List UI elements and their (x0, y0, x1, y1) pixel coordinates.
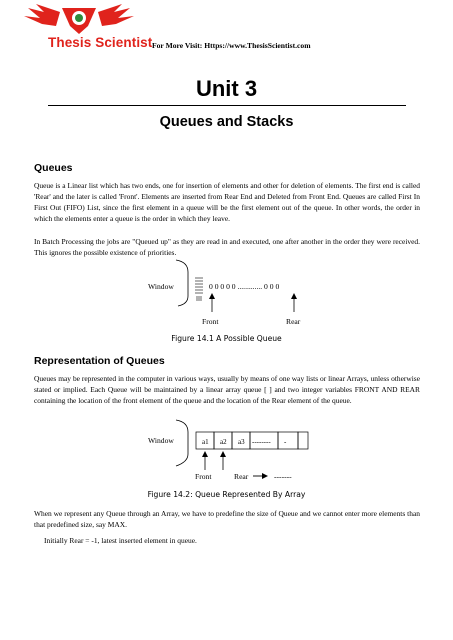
paragraph-representation: Queues may be represented in the computer in various ways, usually by means of one way lists or linear Arrays, unless otherwise stated or implied. Each Queue will be maintained by a linear array queue [ ] and two integer variables FRONT AND REAR containing the location of the front element of the queue and the location of the Rear element of the queue. (34, 374, 420, 406)
figure2-rear-label: Rear (234, 472, 249, 481)
paragraph-initial-rear: Initially Rear = -1, latest inserted element in queue. (44, 536, 197, 545)
window-bracket-2 (176, 420, 188, 466)
paragraph-queue-definition: Queue is a Linear list which has two ends, one for insertion of elements and other for deletion of elements. The first end is called 'Rear' and the later is called 'Front'. Elements are inserted from Rear End and Deleted from Front End. Queues are called First In First Out (FIFO) List, since the first element in a queue will be the first element out of the queue. In other words, the order in which the elements enter a queue is the order in which they leave. (34, 181, 420, 224)
figure1-caption: Figure 14.1 A Possible Queue (171, 334, 282, 343)
figure-queue-array (0, 418, 453, 484)
window-lines (195, 278, 203, 301)
page-subtitle: Queues and Stacks (159, 114, 294, 130)
paragraph-array-size: When we represent any Queue through an Array, we have to predefine the size of Queue and we cannot enter more elements than that predefined size, say MAX. (34, 509, 420, 530)
visit-link[interactable]: For More Visit: Https://www.ThesisScientist.com (152, 41, 311, 50)
figure-possible-queue (0, 258, 453, 328)
figure1-front-label: Front (202, 317, 219, 326)
figure1-window-label: Window (148, 282, 174, 291)
array-cell-1: a1 (202, 438, 209, 446)
array-cell-5: - (284, 438, 287, 446)
array-cell-3: a3 (238, 438, 245, 446)
window-bracket-1 (176, 260, 188, 306)
brand-name: Thesis Scientist (48, 35, 153, 50)
figure2-caption: Figure 14.2: Queue Represented By Array (147, 490, 306, 499)
queue-sequence: 0 0 0 0 0 ............. 0 0 0 (209, 282, 280, 291)
array-cell-4: -------- (252, 438, 271, 446)
figure2-rear-dashes: ------- (274, 472, 292, 481)
array-cell-2: a2 (220, 438, 227, 446)
section-heading-representation: Representation of Queues (34, 355, 165, 367)
section-heading-queues: Queues (34, 162, 73, 174)
figure1-rear-label: Rear (286, 317, 301, 326)
page-title: Unit 3 (195, 76, 258, 101)
paragraph-batch-processing: In Batch Processing the jobs are "Queued up" as they are read in and executed, one after another in the order they were received. This ignores the possible existence of priorities. (34, 237, 420, 258)
title-divider (48, 105, 406, 106)
figure2-front-label: Front (195, 472, 212, 481)
figure2-window-label: Window (148, 436, 174, 445)
